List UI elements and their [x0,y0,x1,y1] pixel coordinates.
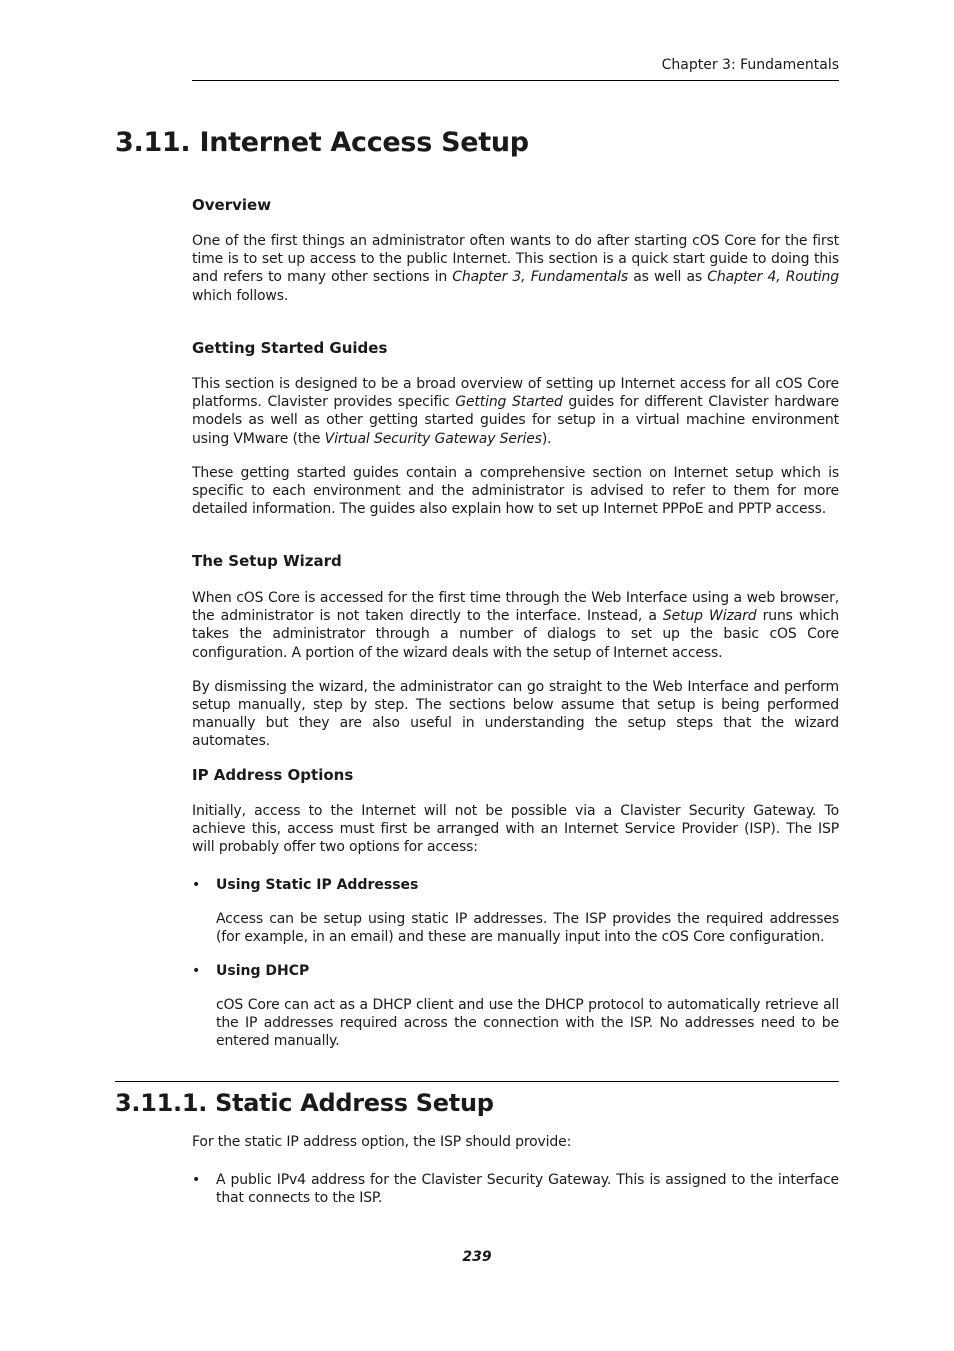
bullet-marker: • [192,877,201,893]
overview-section [192,195,839,305]
ip-options-heading: IP Address Options [192,766,354,784]
guides-paragraph-1: This section is designed to be a broad overview of setting up Internet access for all cOS Core platforms. Clavister provides specific Getting Started guides for different Clavister hardware models as well as other getting started guides for setup in a virtual machine environment using VMware (the Virtual Security Gateway Series). [192,376,839,447]
overview-heading: Overview [192,196,272,214]
wizard-section [192,551,839,751]
xref-chapter-4[interactable]: Chapter 4, Routing [707,269,839,286]
wizard-heading: The Setup Wizard [192,552,342,570]
static-setup-section [192,1133,839,1151]
guides-section [192,338,839,518]
bullet-text-static: Access can be setup using static IP addresses. The ISP provides the required addresses (for example, in an email) and these are manually input into the cOS Core configuration. [216,911,839,946]
running-header: Chapter 3: Fundamentals [661,57,839,73]
header-divider [192,80,839,81]
list-item [192,962,839,1051]
bullet-title-static: Using Static IP Addresses [216,877,419,893]
ip-options-section [192,765,839,857]
list-item [192,876,839,946]
page-number: 239 [462,1249,492,1265]
ip-options-paragraph: Initially, access to the Internet will not be possible via a Clavister Security Gateway. To achieve this, access must first be arranged with an Internet Service Provider (ISP). The ISP will probably offer two options for access: [192,803,839,856]
xref-chapter-3[interactable]: Chapter 3, Fundamentals [452,269,628,286]
bullet-text-dhcp: cOS Core can act as a DHCP client and use the DHCP protocol to automatically retrieve all the IP addresses required across the connection with the ISP. No addresses need to be entered manually. [216,997,839,1050]
bullet-marker: • [192,1172,201,1188]
wizard-paragraph-1: When cOS Core is accessed for the first time through the Web Interface using a web browser, the administrator is not taken directly to the interface. Instead, a Setup Wizard runs which takes the administrator through a number of dialogs to set up the basic cOS Core configuration. A portion of the wizard deals with the setup of Internet access. [192,590,839,661]
static-setup-bullet-1: A public IPv4 address for the Clavister Security Gateway. This is assigned to the interface that connects to the ISP. [216,1172,839,1207]
overview-paragraph: One of the first things an administrator often wants to do after starting cOS Core for the first time is to set up access to the public Internet. This section is a quick start guide to doing this and refers to many other sections in Chapter 3, Fundamentals as well as Chapter 4, Routing which follows. [192,233,839,304]
static-setup-intro: For the static IP address option, the ISP should provide: [192,1134,572,1150]
section-title: 3.11. Internet Access Setup [115,127,529,158]
subsection-title: 3.11.1. Static Address Setup [115,1089,494,1117]
guides-paragraph-2: These getting started guides contain a comprehensive section on Internet setup which is specific to each environment and the administrator is advised to refer to them for more detailed information. The guides also explain how to set up Internet PPPoE and PPTP access. [192,464,839,518]
bullet-marker: • [192,963,201,979]
subsection-divider [115,1081,839,1082]
guides-heading: Getting Started Guides [192,339,388,357]
list-item [192,1171,839,1207]
wizard-paragraph-2: By dismissing the wizard, the administrator can go straight to the Web Interface and perform setup manually, step by step. The sections below assume that setup is being performed manually but they are also useful in understanding the setup steps that the wizard automates. [192,678,839,750]
bullet-title-dhcp: Using DHCP [216,963,310,979]
